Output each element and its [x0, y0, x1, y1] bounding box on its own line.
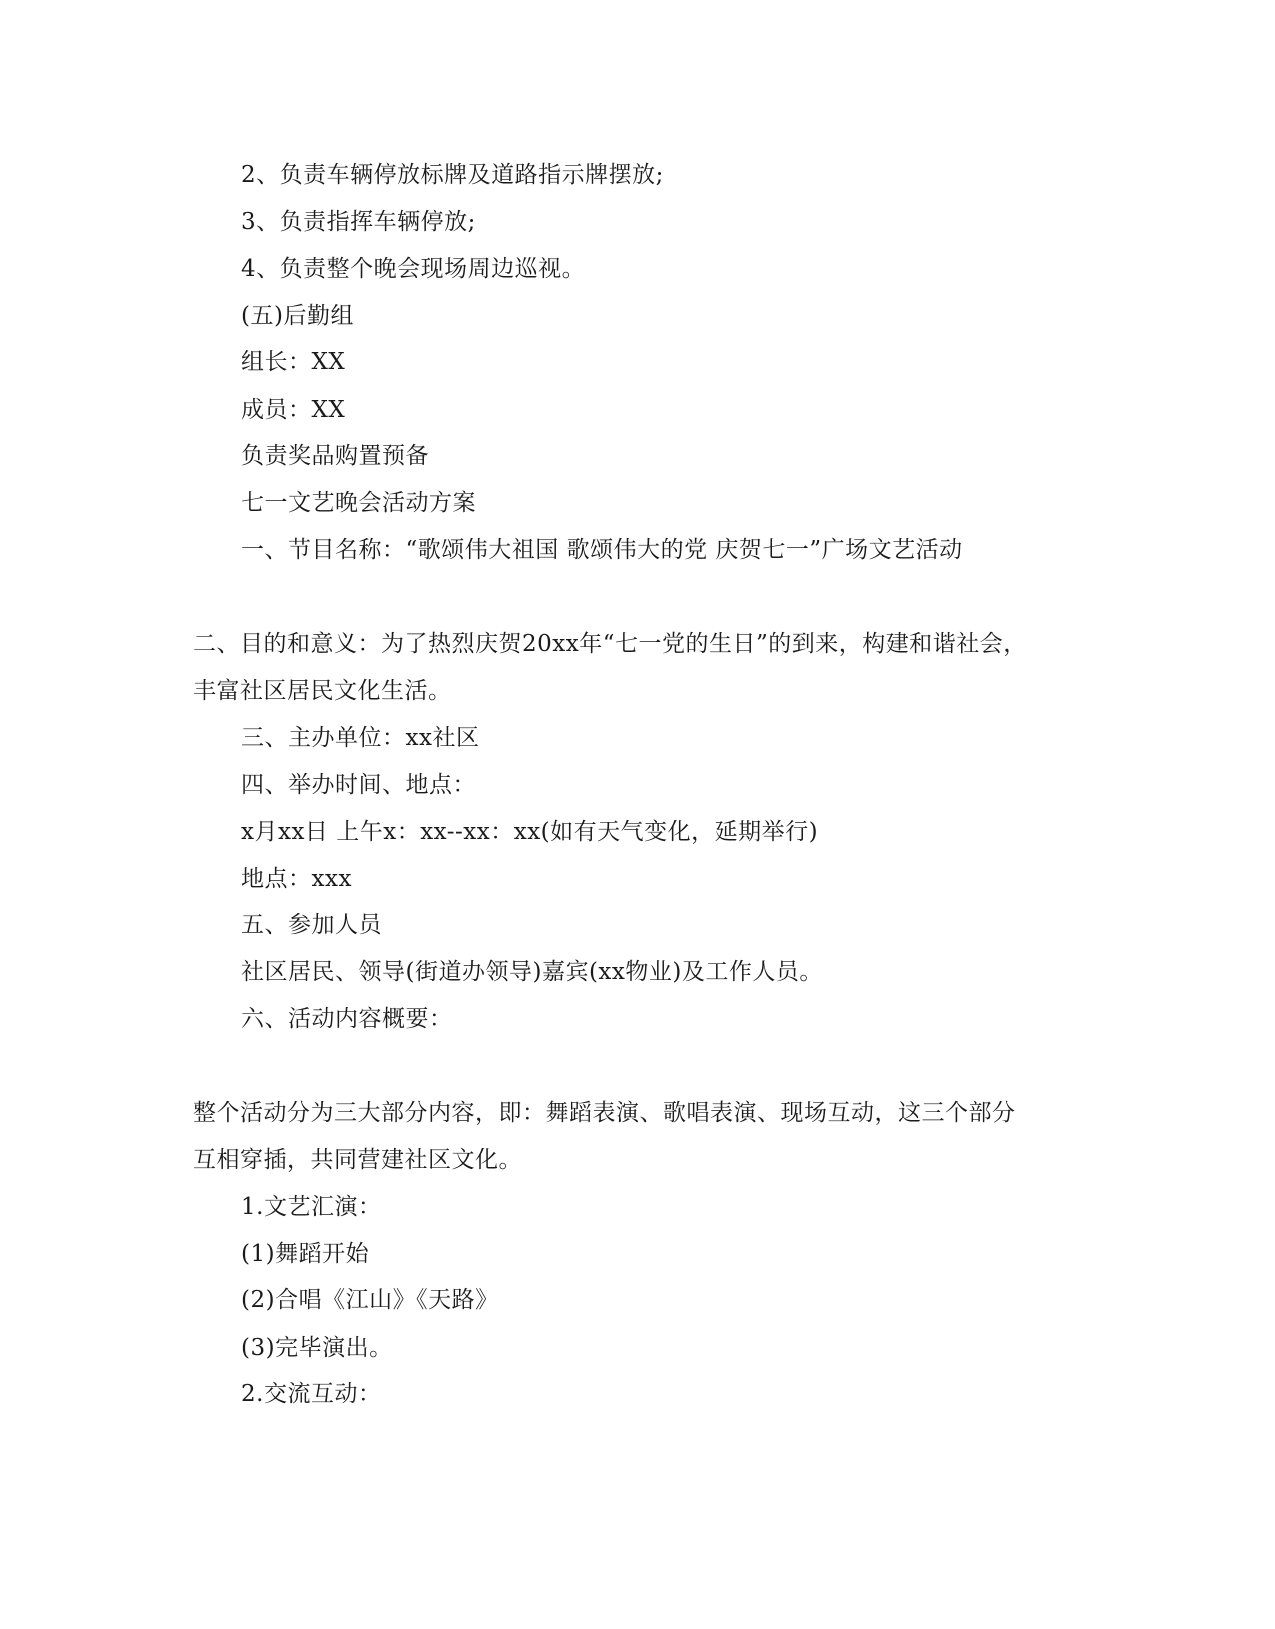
- text-line: 地点：xxx: [241, 866, 352, 892]
- text-line: 组长：XX: [241, 349, 346, 375]
- text-line: 互相穿插，共同营建社区文化。: [193, 1147, 522, 1173]
- text-line: 3、负责指挥车辆停放;: [241, 209, 476, 235]
- text-line: 2、负责车辆停放标牌及道路指示牌摆放;: [241, 162, 664, 188]
- document-title: 七一文艺晚会活动方案: [241, 490, 476, 516]
- text-line: 负责奖品购置预备: [241, 443, 429, 469]
- text-line: 四、举办时间、地点：: [241, 772, 476, 798]
- text-line: 三、主办单位：xx社区: [241, 725, 480, 751]
- text-line: 1.文艺汇演：: [241, 1194, 382, 1220]
- text-line: x月xx日 上午x：xx--xx：xx(如有天气变化，延期举行): [241, 819, 819, 845]
- text-line: (3)完毕演出。: [241, 1335, 393, 1361]
- text-line: 4、负责整个晚会现场周边巡视。: [241, 256, 586, 282]
- text-line: 社区居民、领导(街道办领导)嘉宾(xx物业)及工作人员。: [241, 959, 823, 985]
- text-line: 五、参加人员: [241, 912, 382, 938]
- text-line: 整个活动分为三大部分内容，即：舞蹈表演、歌唱表演、现场互动，这三个部分: [193, 1100, 1016, 1126]
- text-line: 成员：XX: [241, 397, 346, 423]
- text-line: 六、活动内容概要：: [241, 1006, 453, 1032]
- text-line: 二、目的和意义：为了热烈庆贺20xx年“七一党的生日”的到来，构建和谐社会，: [193, 631, 1027, 657]
- text-line: (1)舞蹈开始: [241, 1241, 370, 1267]
- text-line: 2.交流互动：: [241, 1381, 382, 1407]
- text-line: 一、节目名称：“歌颂伟大祖国 歌颂伟大的党 庆贺七一”广场文艺活动: [241, 537, 963, 563]
- text-line: (2)合唱《江山》《天路》: [241, 1287, 499, 1313]
- section-heading: (五)后勤组: [241, 303, 354, 329]
- text-line: 丰富社区居民文化生活。: [193, 678, 452, 704]
